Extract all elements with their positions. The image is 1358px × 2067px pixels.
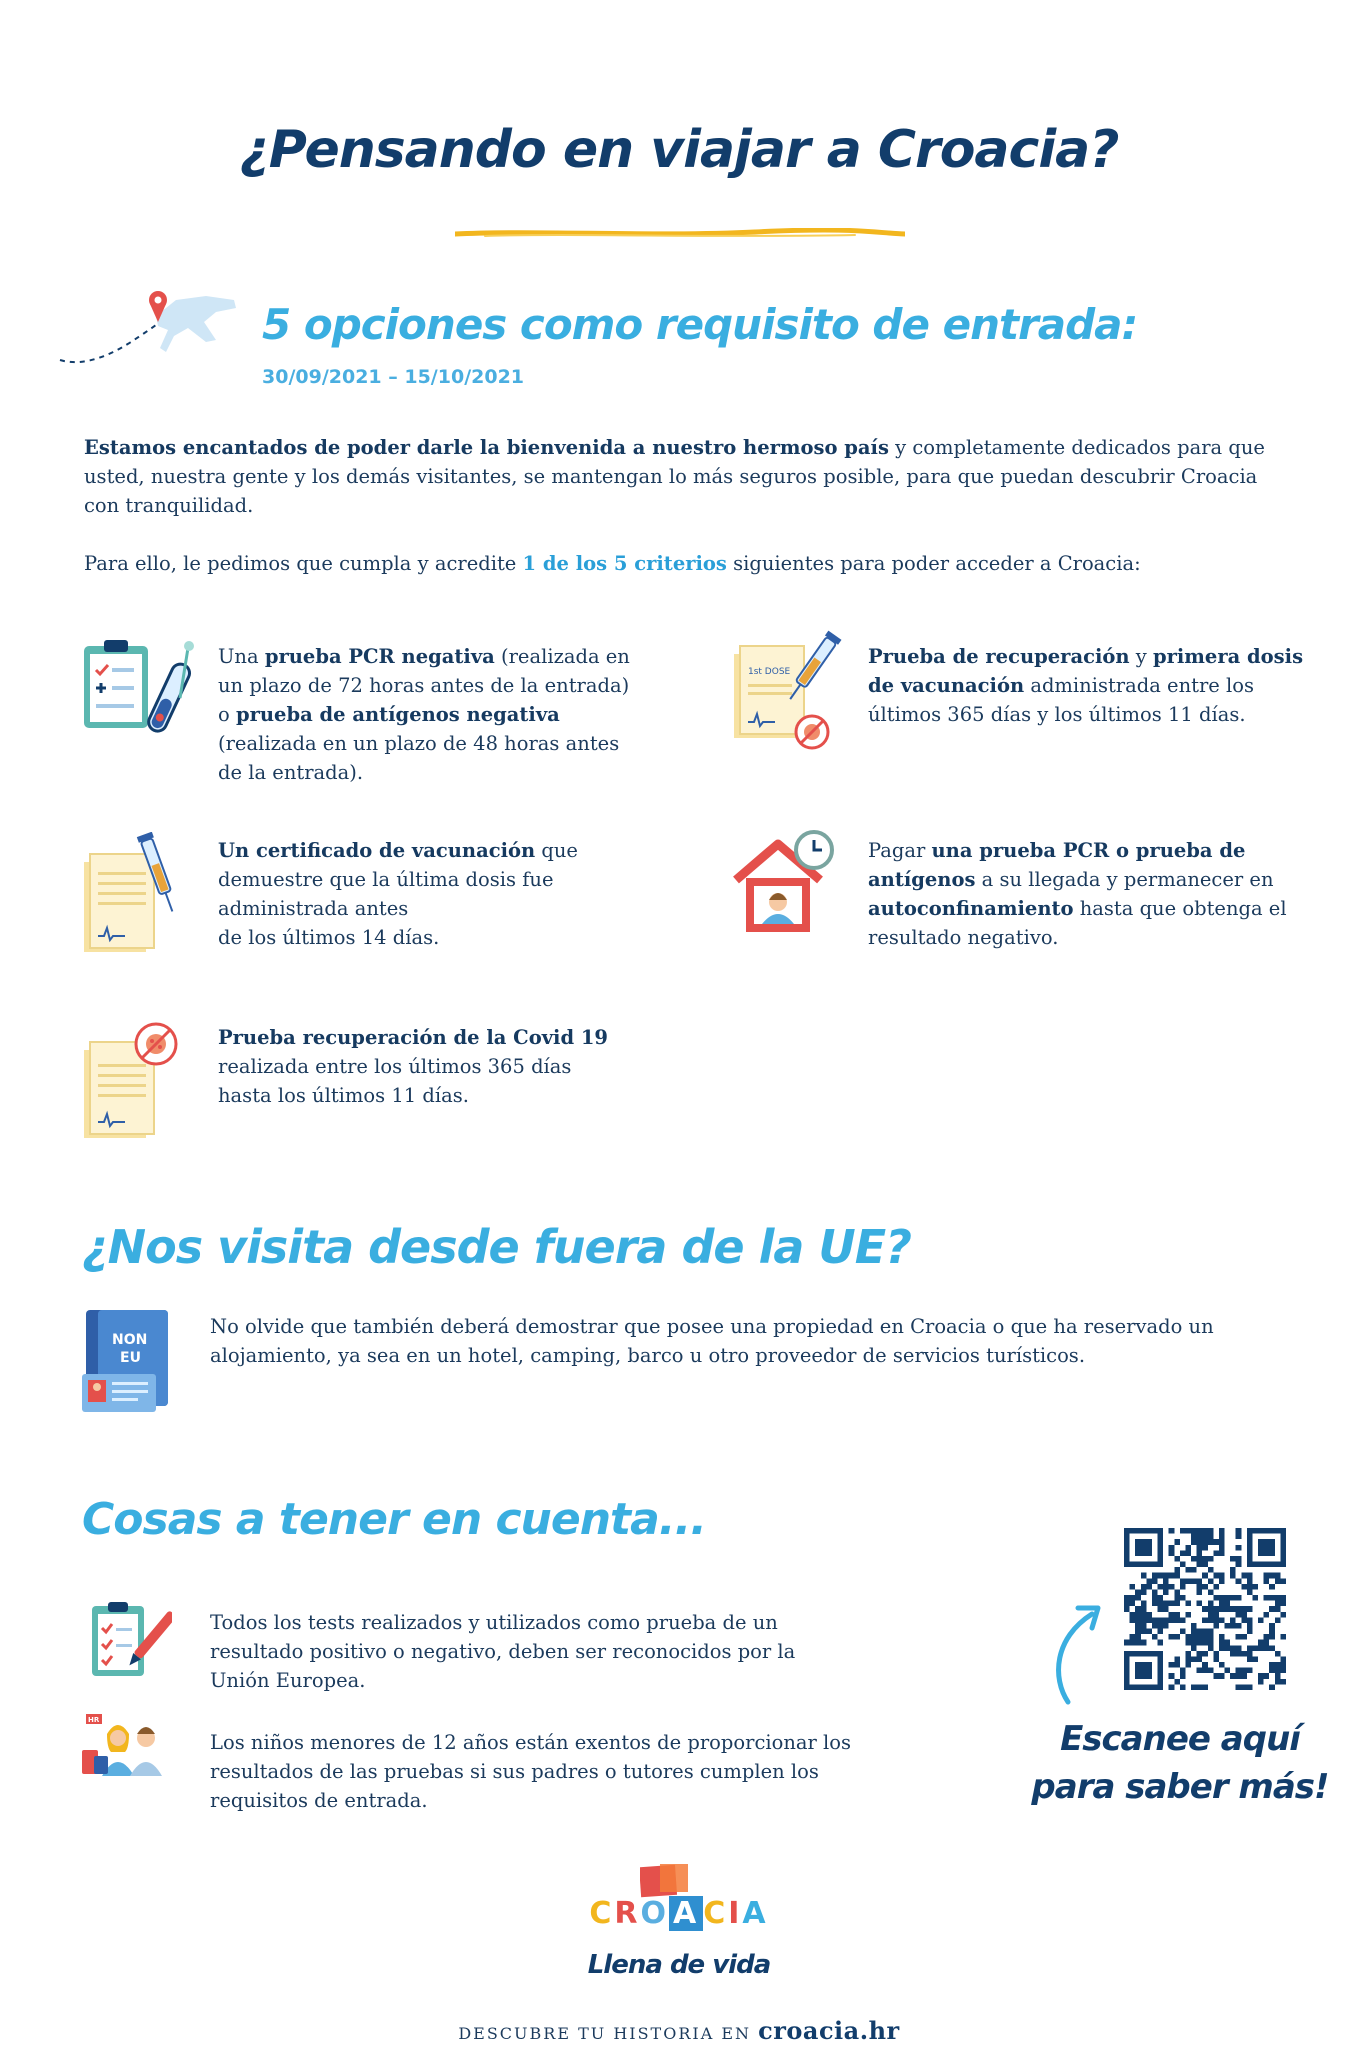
footer-text: DESCUBRE TU HISTORIA EN xyxy=(458,2024,752,2043)
logo-letter: C xyxy=(703,1896,729,1931)
footer xyxy=(0,2016,1358,2045)
intro-rest: y completamente dedicados para que usted, nuestra gente y los demás visitantes, se mantengan lo más seguros posible, para que puedan descubrir Croacia con tranquilidad. xyxy=(84,436,1265,517)
criteria-highlight: 1 de los 5 criterios xyxy=(522,552,727,575)
tests-recognition-text: Todos los tests realizados y utilizados como prueba de un resultado positivo o negativo, deben ser reconocidos por la Unión Europea. xyxy=(210,1611,796,1692)
hr-label: HR xyxy=(88,1716,100,1724)
qr-code[interactable] xyxy=(1124,1528,1286,1690)
criteria-pre: Para ello, le pedimos que cumpla y acredite xyxy=(84,552,523,575)
scan-prompt xyxy=(1030,1715,1330,1811)
curved-arrow-icon xyxy=(1048,1598,1108,1708)
non-eu-text: No olvide que también deberá demostrar que posee una propiedad en Croacia o que ha reservado un alojamiento, ya sea en un hotel, camping, barco u otro proveedor de servicios turísticos. xyxy=(210,1315,1214,1367)
scan-prompt-line-1: Escanee aquí xyxy=(1060,1719,1300,1759)
page-title: ¿Pensando en viajar a Croacia? xyxy=(239,120,1119,180)
family-travel-icon xyxy=(80,1712,172,1776)
title-underline-brush xyxy=(455,228,905,240)
logo-letter: C xyxy=(589,1896,615,1931)
scan-prompt-line-2: para saber más! xyxy=(1031,1767,1329,1807)
logo-letter: I xyxy=(728,1896,743,1931)
first-dose-label: 1st DOSE xyxy=(748,667,791,677)
intro-paragraph xyxy=(84,433,1284,520)
house-clock-icon xyxy=(728,828,838,938)
checklist-pen-icon xyxy=(88,1600,172,1680)
first-dose-document-icon xyxy=(724,628,844,758)
non-label: NON xyxy=(112,1332,148,1348)
croatia-logo xyxy=(0,1896,1358,1931)
criteria-paragraph xyxy=(84,549,1284,578)
option-test-on-arrival-isolation: Pagar una prueba PCR o prueba de antígenos a su llegada y permanecer en autoconfinamiento hasta que obtenga el resultado negativo. xyxy=(868,839,1287,949)
option-covid-recovery: Prueba recuperación de la Covid 19 realizada entre los últimos 365 días hasta los últimos 11 días. xyxy=(218,1026,608,1107)
vaccination-certificate-icon xyxy=(80,832,190,960)
covid-recovery-document-icon xyxy=(80,1020,190,1144)
croatia-map-icon xyxy=(56,282,246,372)
logo-letter: A xyxy=(669,1896,703,1931)
section-title-entry-options: 5 opciones como requisito de entrada: xyxy=(262,300,1138,349)
criteria-post: siguientes para poder acceder a Croacia: xyxy=(726,552,1141,575)
logo-letter: R xyxy=(614,1896,641,1931)
validity-dates: 30/09/2021 – 15/10/2021 xyxy=(262,366,525,388)
intro-bold: Estamos encantados de poder darle la bienvenida a nuestro hermoso país xyxy=(84,436,889,459)
logo-letter: A xyxy=(742,1896,769,1931)
clipboard-test-tube-icon xyxy=(80,638,200,746)
logo-letter: O xyxy=(640,1896,669,1931)
website-link[interactable]: croacia.hr xyxy=(758,2016,900,2045)
brand-tagline: Llena de vida xyxy=(587,1950,771,1980)
section-title-things-to-consider: Cosas a tener en cuenta... xyxy=(82,1494,706,1545)
children-exemption-text: Los niños menores de 12 años están exentos de proporcionar los resultados de las pruebas si sus padres o tutores cumplen los requisitos de entrada. xyxy=(210,1731,852,1812)
eu-label: EU xyxy=(120,1350,141,1366)
non-eu-passport-icon xyxy=(82,1306,174,1416)
option-vaccination-certificate: Un certificado de vacunación que demuestre que la última dosis fue administrada antes de los últimos 14 días. xyxy=(218,839,578,949)
option-recovery-first-dose: Prueba de recuperación y primera dosis de vacunación administrada entre los últimos 365 días y los últimos 11 días. xyxy=(868,645,1304,726)
section-title-non-eu: ¿Nos visita desde fuera de la UE? xyxy=(82,1220,911,1274)
option-pcr-antigen-test: Una prueba PCR negativa (realizada en un plazo de 72 horas antes de la entrada) o prueba de antígenos negativa (realizada en un plazo de 48 horas antes de la entrada). xyxy=(218,645,630,784)
